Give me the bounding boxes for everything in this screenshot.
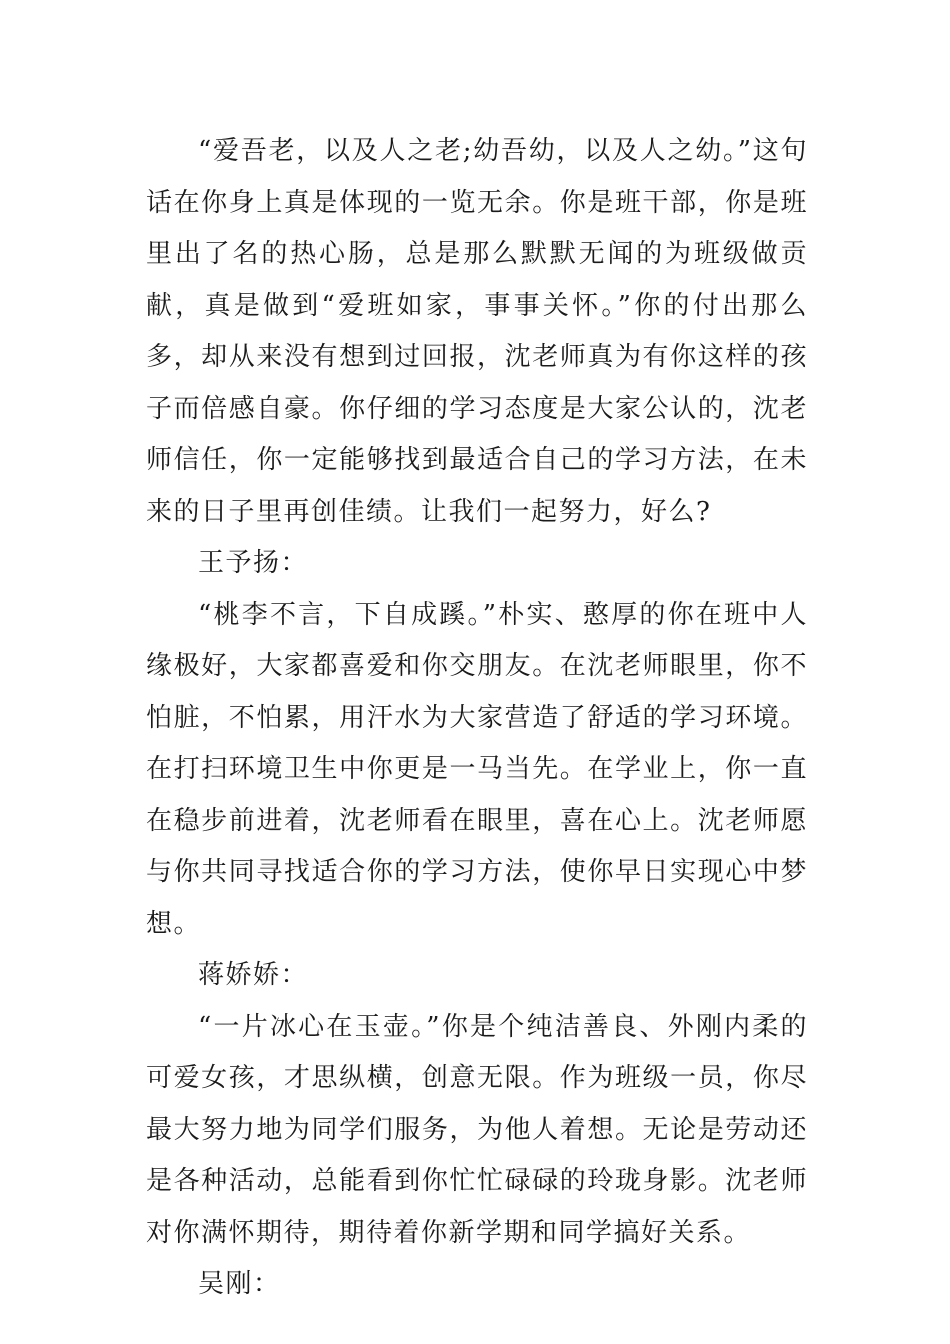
document-body bbox=[146, 126, 808, 1311]
comment-paragraph-3: “一片冰心在玉壶。”你是个纯洁善良、外刚内柔的可爱女孩，才思纵横，创意无限。作为班级一员，你尽最大努力地为同学们服务，为他人着想。无论是劳动还是各种活动，总能看到你忙忙碌碌的玲珑身影。沈老师对你满怀期待，期待着你新学期和同学搞好关系。 bbox=[146, 1011, 808, 1248]
comment-paragraph-2: “桃李不言，下自成蹊。”朴实、憨厚的你在班中人缘极好，大家都喜爱和你交朋友。在沈老师眼里，你不怕脏，不怕累，用汗水为大家营造了舒适的学习环境。在打扫环境卫生中你更是一马当先。在学业上，你一直在稳步前进着，沈老师看在眼里，喜在心上。沈老师愿与你共同寻找适合你的学习方法，使你早日实现心中梦想。 bbox=[146, 599, 808, 939]
student-name-jiang-jiaojiao: 蒋娇娇： bbox=[198, 960, 309, 990]
comment-paragraph-1: “爱吾老，以及人之老;幼吾幼，以及人之幼。”这句话在你身上真是体现的一览无余。你是班干部，你是班里出了名的热心肠，总是那么默默无闻的为班级做贡献，真是做到“爱班如家，事事关怀。”你的付出那么多，却从来没有想到过回报，沈老师真为有你这样的孩子而倍感自豪。你仔细的学习态度是大家公认的，沈老师信任，你一定能够找到最适合自己的学习方法，在未来的日子里再创佳绩。让我们一起努力，好么? bbox=[146, 136, 808, 527]
student-name-wang-yuyang: 王予扬： bbox=[198, 548, 309, 578]
student-name-wu-gang: 吴刚： bbox=[198, 1269, 281, 1299]
